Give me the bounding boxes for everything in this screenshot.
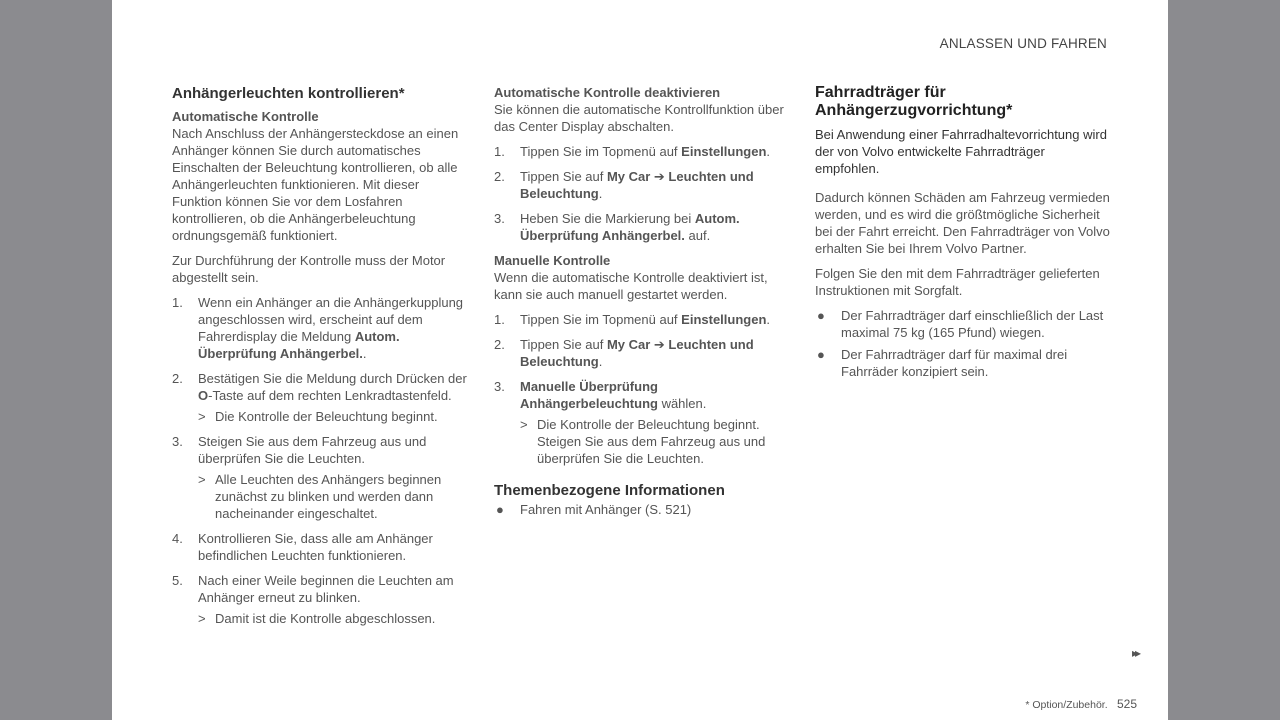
steps-list-manual [494, 311, 786, 467]
paragraph-deactivate: Sie können die automatische Kontrollfunktion über das Center Display abschalten. [494, 102, 784, 134]
step-result: > Damit ist die Kontrolle abgeschlossen. [198, 611, 436, 626]
paragraph-intro: Nach Anschluss der Anhängersteckdose an einen Anhänger können Sie durch automatisches Einschalten der Beleuchtung kontrollieren, ob alle Anhängerleuchten funktionieren. Mit dieser Funktion können Sie vor dem Losfahren kontrollieren, ob die Anhängerbeleuchtung ordnungsgemäß funktioniert. [172, 126, 459, 243]
result-arrow-icon: > [198, 472, 206, 487]
column-bike-carrier [815, 84, 1111, 385]
list-item: ● Der Fahrradträger darf für maximal drei Fahrräder konzipiert sein. [817, 347, 1068, 379]
section-header: ANLASSEN UND FAHREN [939, 36, 1107, 51]
column-deactivate-manual [494, 84, 786, 523]
continue-next-page-icon: ▸▸ [1131, 646, 1138, 660]
step-result: > Die Kontrolle der Beleuchtung beginnt. Steigen Sie aus dem Fahrzeug aus und überprüfen Sie die Leuchten. [520, 417, 766, 466]
page-footer [1025, 697, 1137, 711]
section-title-trailer-lights: Anhängerleuchten kontrollieren* [172, 85, 405, 102]
list-item: 3. Manuelle Überprüfung Anhängerbeleuchtung wählen. > Die Kontrolle der Beleuchtung beginnt. Steigen Sie aus dem Fahrzeug aus und überprüfen Sie die Leuchten. [494, 378, 786, 467]
list-item: 2. Tippen Sie auf My Car ➔ Leuchten und Beleuchtung. [494, 169, 754, 201]
list-item: ● Der Fahrradträger darf einschließlich der Last maximal 75 kg (165 Pfund) wiegen. [817, 308, 1104, 340]
paragraph-manual: Wenn die automatische Kontrolle deaktiviert ist, kann sie auch manuell gestartet werden. [494, 270, 768, 302]
option-note: * Option/Zubehör. [1025, 699, 1108, 711]
list-item: 1. Tippen Sie im Topmenü auf Einstellungen. [494, 144, 771, 159]
list-item: 3. Heben Sie die Markierung bei Autom. Überprüfung Anhängerbel. auf. [494, 211, 740, 243]
subheading-deactivate: Automatische Kontrolle deaktivieren [494, 85, 721, 100]
subheading-automatic-check: Automatische Kontrolle [172, 109, 319, 124]
bullet-icon: ● [496, 502, 504, 517]
subheading-manual-check: Manuelle Kontrolle [494, 253, 611, 268]
column-trailer-lights [172, 84, 468, 635]
result-arrow-icon: > [198, 611, 206, 626]
list-item: 3. Steigen Sie aus dem Fahrzeug aus und überprüfen Sie die Leuchten. > Alle Leuchten des Anhängers beginnen zunächst zu blinken und werden dann nacheinander eingeschaltet. [172, 433, 468, 522]
step-result: > Alle Leuchten des Anhängers beginnen zunächst zu blinken und werden dann nacheinander eingeschaltet. [198, 472, 442, 521]
steps-list-automatic [172, 294, 468, 627]
list-item: 2. Tippen Sie auf My Car ➔ Leuchten und Beleuchtung. [494, 337, 754, 369]
paragraph-instructions: Folgen Sie den mit dem Fahrradträger gelieferten Instruktionen mit Sorgfalt. [815, 266, 1100, 298]
bullet-icon: ● [817, 308, 825, 323]
list-item: 1. Wenn ein Anhänger an die Anhängerkupplung angeschlossen wird, erscheint auf dem Fahrerdisplay die Meldung Autom. Überprüfung Anhängerbel.. [172, 295, 464, 361]
paragraph-safety: Dadurch können Schäden am Fahrzeug vermieden werden, und es wird die größtmögliche Sicherheit bei der Fahrt erreicht. Den Fahrradträger von Volvo erhalten Sie bei Ihrem Volvo Partner. [815, 190, 1110, 256]
result-arrow-icon: > [198, 409, 206, 424]
related-info-title: Themenbezogene Informationen [494, 482, 725, 499]
list-item: 1. Tippen Sie im Topmenü auf Einstellungen. [494, 312, 771, 327]
steps-list-deactivate [494, 143, 786, 244]
step-result: > Die Kontrolle der Beleuchtung beginnt. [198, 409, 438, 424]
related-link[interactable]: ● Fahren mit Anhänger (S. 521) [496, 502, 692, 517]
paragraph-engine-off: Zur Durchführung der Kontrolle muss der Motor abgestellt sein. [172, 253, 446, 285]
list-item: 2. Bestätigen Sie die Meldung durch Drücken der O-Taste auf dem rechten Lenkradtastenfeld. > Die Kontrolle der Beleuchtung beginnt. [172, 371, 467, 424]
section-title-bike-carrier: Fahrradträger für Anhängerzugvorrichtung* [815, 84, 1013, 119]
paragraph-recommendation: Bei Anwendung einer Fahrradhaltevorrichtung wird der von Volvo entwickelte Fahrradträger empfohlen. [815, 127, 1107, 176]
result-arrow-icon: > [520, 417, 528, 432]
manual-page [112, 0, 1168, 720]
page-number: 525 [1116, 697, 1137, 711]
bullet-icon: ● [817, 347, 825, 362]
list-item: 4. Kontrollieren Sie, dass alle am Anhänger befindlichen Leuchten funktionieren. [172, 531, 433, 563]
list-item: 5. Nach einer Weile beginnen die Leuchten am Anhänger erneut zu blinken. > Damit ist die Kontrolle abgeschlossen. [172, 572, 468, 627]
